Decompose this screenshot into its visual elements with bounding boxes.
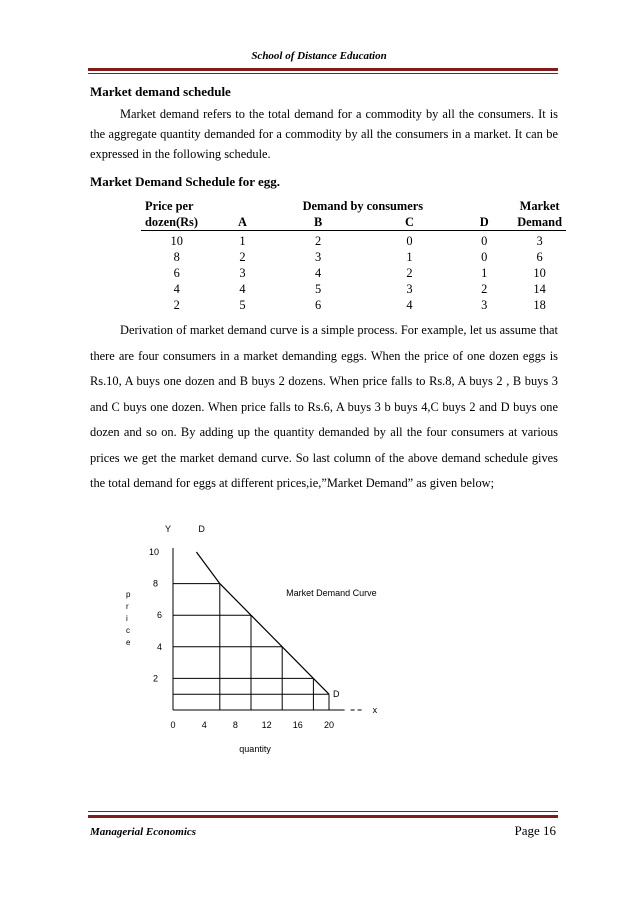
- y-axis-label-letter: c: [126, 626, 130, 635]
- table-cell: 0: [481, 250, 488, 264]
- table-row: [141, 281, 566, 297]
- y-axis-label-letter: i: [126, 614, 128, 623]
- y-tick-label: 2: [153, 673, 159, 684]
- market-demand-chart: [118, 520, 418, 760]
- footer-course: Managerial Economics: [90, 826, 197, 838]
- y-tick-label: 6: [157, 610, 163, 621]
- table-cell: 4: [239, 282, 246, 296]
- y-axis-letter: Y: [165, 524, 172, 534]
- table-cell: 3: [314, 250, 322, 264]
- consumer-c-header: C: [364, 214, 455, 231]
- market-header-2: Demand: [513, 214, 566, 231]
- y-axis-label-letter: r: [126, 602, 129, 611]
- table-cell: 3: [406, 282, 413, 296]
- table-cell: 2: [173, 298, 180, 312]
- table-cell: 3: [239, 266, 246, 280]
- table-cell: 0: [406, 234, 413, 248]
- market-header: Market: [519, 199, 560, 213]
- table-cell: 8: [173, 250, 180, 264]
- table-cell: 0: [481, 234, 488, 248]
- table-row: [141, 249, 566, 265]
- chart-title: Market Demand Curve: [286, 588, 377, 599]
- table-cell: 1: [239, 234, 246, 248]
- consumers-group-header: Demand by consumers: [302, 199, 424, 213]
- table-cell: 4: [406, 298, 413, 312]
- table-cell: 2: [406, 266, 413, 280]
- table-cell: 5: [314, 282, 322, 296]
- x-axis-label: quantity: [239, 744, 271, 754]
- table-cell: 3: [536, 234, 543, 248]
- footer-rule-thin: [88, 811, 558, 812]
- table-cell: 3: [481, 298, 488, 312]
- table-cell: 2: [314, 234, 322, 248]
- x-tick-label: 4: [201, 720, 207, 730]
- table-cell: 1: [406, 250, 413, 264]
- table-cell: 14: [533, 282, 546, 296]
- demand-schedule-table: [141, 198, 566, 313]
- page-number: Page 16: [514, 823, 556, 838]
- table-cell: 2: [239, 250, 246, 264]
- table-cell: 10: [170, 234, 183, 248]
- table-row: [141, 231, 566, 250]
- table-title: Market Demand Schedule for egg.: [90, 174, 281, 189]
- y-tick-label: 4: [157, 641, 163, 652]
- curve-label-top: D: [198, 524, 205, 534]
- y-axis-label-letter: p: [126, 590, 131, 599]
- header-rule: [88, 68, 558, 71]
- table-cell: 10: [533, 266, 546, 280]
- table-header-row: [141, 198, 566, 214]
- x-tick-label: 12: [261, 720, 272, 730]
- header-rule-thin: [88, 73, 558, 74]
- x-tick-label: 0: [170, 720, 176, 730]
- y-axis-label-letter: e: [126, 638, 131, 647]
- table-cell: 18: [533, 298, 546, 312]
- intro-paragraph: Market demand refers to the total demand for a commodity by all the consumers. It is the aggregate quantity demanded for a commodity by all the consumers in a market. It can be expressed in the following schedule.: [90, 107, 558, 161]
- page-header: School of Distance Education: [251, 50, 387, 62]
- table-cell: 6: [314, 298, 322, 312]
- y-tick-label: 10: [149, 547, 160, 557]
- table-row: [141, 297, 566, 313]
- price-header: Price per: [145, 199, 194, 213]
- table-cell: 6: [536, 250, 543, 264]
- demand-curve-line: [196, 552, 329, 694]
- consumer-a-header: A: [212, 214, 272, 231]
- price-header-2: dozen(Rs): [141, 214, 212, 231]
- consumer-b-header: B: [272, 214, 363, 231]
- x-tick-label: 20: [323, 720, 335, 730]
- section-heading: Market demand schedule: [90, 84, 231, 99]
- derivation-paragraph: Derivation of market demand curve is a simple process. For example, let us assume that there are four consumers in a market demanding eggs. When the price of one dozen eggs is Rs.10, A buys one dozen and B buys 2 dozens. When price falls to Rs.8, A buys 2 , B buys 3 and C buys one dozen. When price falls to Rs.6, A buys 3 b buys 4,C buys 2 and D buys one dozen and so on. By adding up the quantity demanded by all the four consumers at various prices we get the market demand curve. So last column of the above demand schedule gives the total demand for eggs at different prices,ie,”Market Demand” as given below;: [90, 323, 558, 490]
- table-subheader-row: [141, 214, 566, 231]
- y-tick-label: 8: [153, 578, 159, 589]
- table-cell: 2: [481, 282, 488, 296]
- consumer-d-header: D: [455, 214, 513, 231]
- table-cell: 4: [314, 266, 322, 280]
- table-cell: 6: [173, 266, 180, 280]
- x-axis-letter: x: [372, 705, 378, 715]
- footer-rule: [88, 815, 558, 818]
- x-tick-label: 8: [232, 720, 238, 730]
- curve-label-bottom: D: [333, 689, 340, 700]
- table-cell: 1: [481, 266, 488, 280]
- table-row: [141, 265, 566, 281]
- x-tick-label: 16: [292, 720, 303, 730]
- table-cell: 4: [173, 282, 180, 296]
- table-cell: 5: [239, 298, 246, 312]
